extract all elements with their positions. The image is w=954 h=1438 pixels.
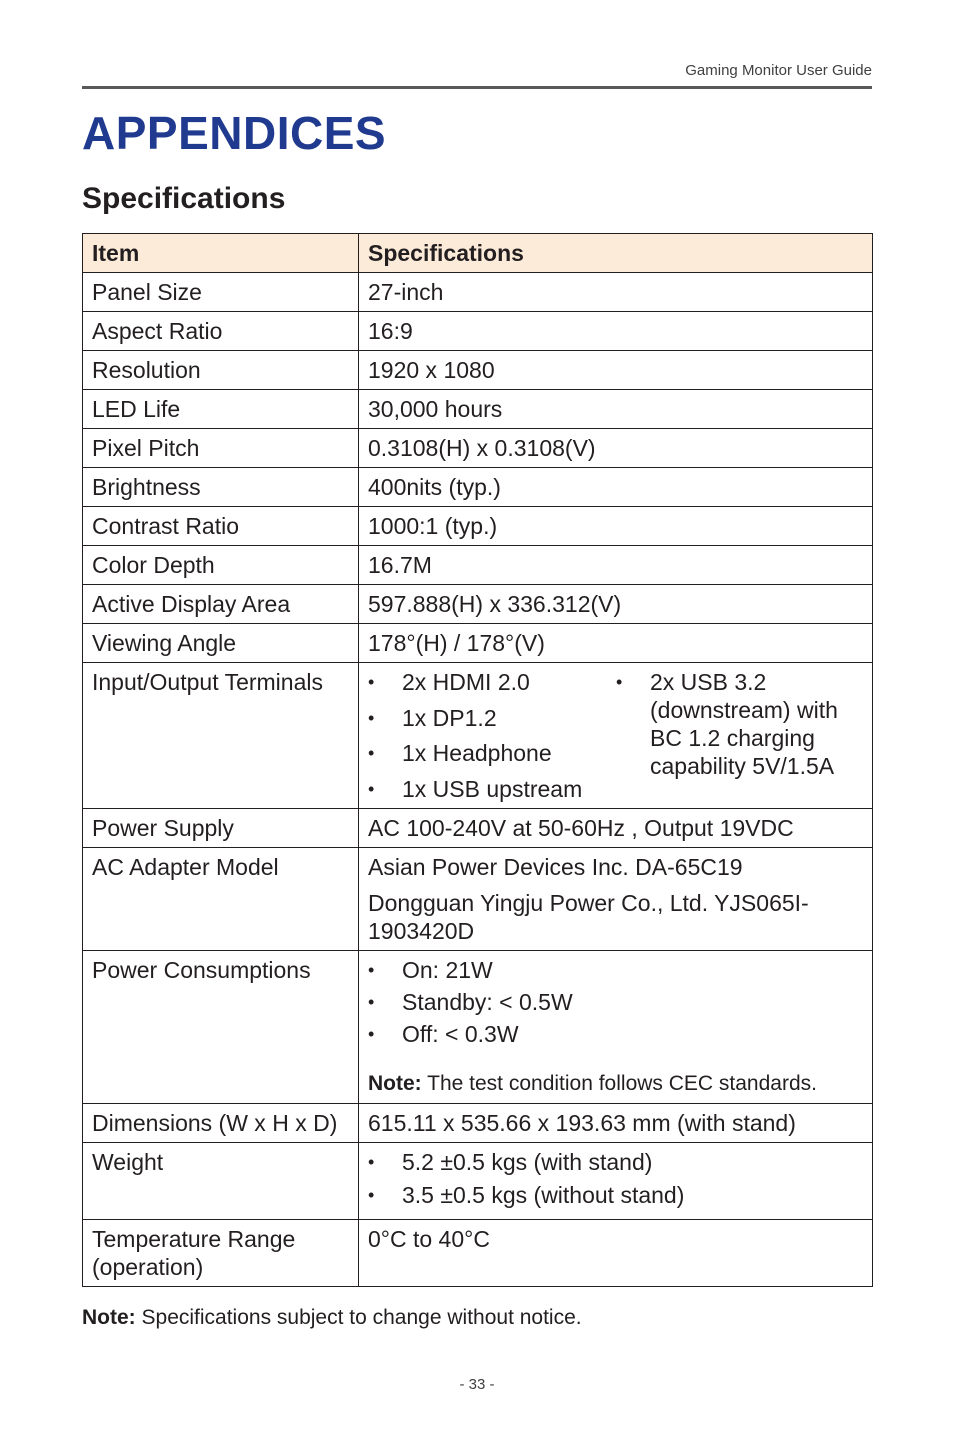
list-item: • Standby: < 0.5W [368, 988, 864, 1016]
list-item: • 1x Headphone [368, 739, 616, 767]
note-label: Note: [368, 1071, 422, 1095]
row-spec: 16.7M [359, 546, 873, 585]
table-row [83, 507, 873, 546]
row-spec-power-consumption [359, 950, 873, 1103]
table-row [83, 546, 873, 585]
table-row [83, 312, 873, 351]
list-item: • 1x DP1.2 [368, 704, 616, 732]
row-spec: 597.888(H) x 336.312(V) [359, 585, 873, 624]
row-spec: 0.3108(H) x 0.3108(V) [359, 429, 873, 468]
table-row [83, 468, 873, 507]
row-spec-weight [359, 1142, 873, 1219]
row-item: Brightness [83, 468, 359, 507]
table-row [83, 429, 873, 468]
power-consumption-list [368, 956, 864, 1048]
table-row-adapter [83, 847, 873, 950]
row-spec: 1000:1 (typ.) [359, 507, 873, 546]
note-label: Note: [82, 1306, 136, 1329]
list-item: • 2x HDMI 2.0 [368, 668, 616, 696]
row-item: Color Depth [83, 546, 359, 585]
row-spec: AC 100-240V at 50-60Hz , Output 19VDC [359, 808, 873, 847]
row-item: LED Life [83, 390, 359, 429]
column-header-specifications: Specifications [359, 234, 873, 273]
row-item: Panel Size [83, 273, 359, 312]
list-item: • 1x USB upstream [368, 775, 616, 803]
column-header-item: Item [83, 234, 359, 273]
row-item: Power Consumptions [83, 950, 359, 1103]
row-spec: 178°(H) / 178°(V) [359, 624, 873, 663]
list-item: • On: 21W [368, 956, 864, 984]
table-row-weight [83, 1142, 873, 1219]
row-spec: 27-inch [359, 273, 873, 312]
specifications-table [82, 233, 873, 1287]
row-spec: 400nits (typ.) [359, 468, 873, 507]
table-row [83, 1103, 873, 1142]
row-item: Power Supply [83, 808, 359, 847]
cec-note [368, 1070, 864, 1098]
table-row-temperature [83, 1219, 873, 1286]
note-text: Specifications subject to change without notice. [135, 1306, 582, 1329]
row-item: Contrast Ratio [83, 507, 359, 546]
footer-note [82, 1306, 582, 1330]
table-row [83, 585, 873, 624]
row-item: Weight [83, 1142, 359, 1219]
row-spec: 615.11 x 535.66 x 193.63 mm (with stand) [359, 1103, 873, 1142]
table-row-io-terminals [83, 663, 873, 809]
page-number: - 33 - [459, 1376, 495, 1393]
row-spec: 1920 x 1080 [359, 351, 873, 390]
section-title: Specifications [82, 182, 286, 215]
row-item: Temperature Range (operation) [83, 1219, 359, 1286]
row-item: Aspect Ratio [83, 312, 359, 351]
row-item: AC Adapter Model [83, 847, 359, 950]
list-item: • 2x USB 3.2 (downstream) with BC 1.2 charging capability 5V/1.5A [616, 668, 864, 780]
io-right-list [616, 668, 864, 780]
adapter-model-line: Dongguan Yingju Power Co., Ltd. YJS065I-1903420D [368, 889, 809, 944]
page-title: APPENDICES [82, 107, 387, 159]
table-row [83, 273, 873, 312]
io-left-list [368, 668, 616, 803]
list-item: • 5.2 ±0.5 kgs (with stand) [368, 1148, 864, 1176]
row-item: Pixel Pitch [83, 429, 359, 468]
table-row [83, 390, 873, 429]
weight-list [368, 1148, 864, 1209]
list-item: • 3.5 ±0.5 kgs (without stand) [368, 1181, 864, 1209]
row-spec-io [359, 663, 873, 809]
table-header-row [83, 234, 873, 273]
row-spec: 16:9 [359, 312, 873, 351]
adapter-model-line: Asian Power Devices Inc. DA-65C19 [368, 853, 743, 880]
list-item: • Off: < 0.3W [368, 1020, 864, 1048]
header-rule [82, 86, 872, 89]
row-item: Active Display Area [83, 585, 359, 624]
row-item: Dimensions (W x H x D) [83, 1103, 359, 1142]
row-spec: 0°C to 40°C [359, 1219, 873, 1286]
table-row [83, 808, 873, 847]
row-item: Resolution [83, 351, 359, 390]
row-item: Viewing Angle [83, 624, 359, 663]
table-row-power-consumption [83, 950, 873, 1103]
row-spec: 30,000 hours [359, 390, 873, 429]
row-item: Input/Output Terminals [83, 663, 359, 809]
running-header: Gaming Monitor User Guide [685, 62, 872, 79]
table-row [83, 351, 873, 390]
row-spec-adapter [359, 847, 873, 950]
table-row [83, 624, 873, 663]
note-text: The test condition follows CEC standards. [421, 1071, 817, 1095]
